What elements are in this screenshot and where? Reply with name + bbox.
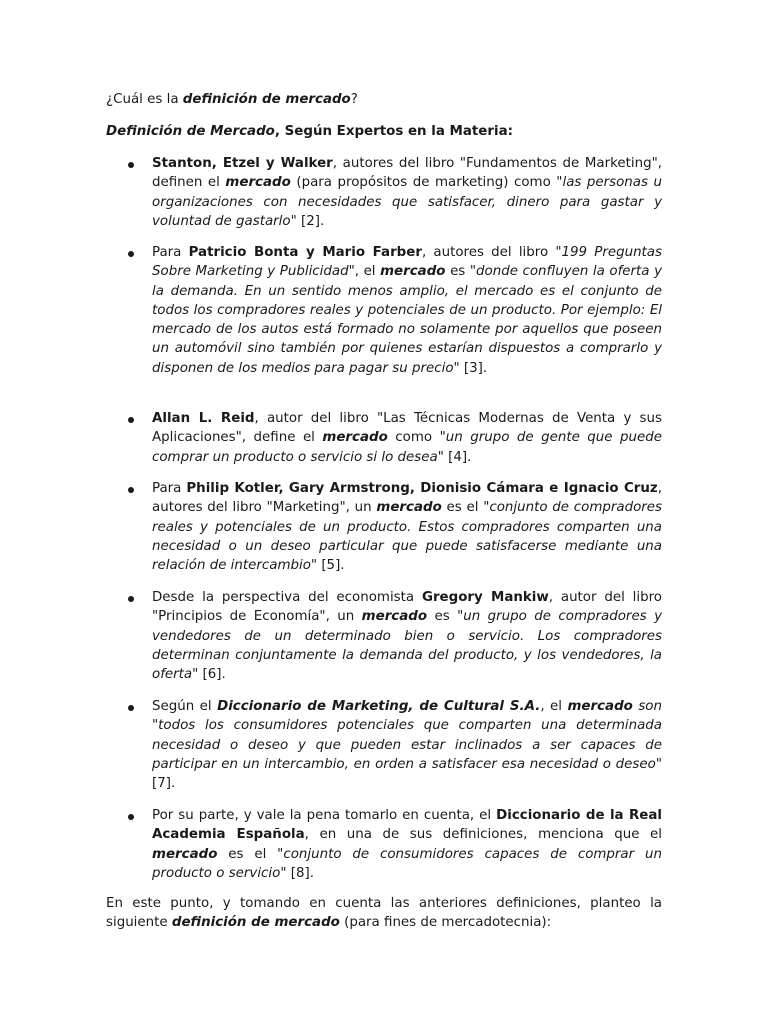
list-item <box>106 479 662 575</box>
term-mercado: mercado <box>376 500 442 516</box>
bullet-icon <box>128 251 134 257</box>
author-names: Allan L. Reid <box>152 411 255 426</box>
source-title: Diccionario de la Real Academia Española <box>152 808 662 843</box>
question-line: ¿Cuál es la definición de mercado? <box>106 92 358 107</box>
bullet-icon <box>128 417 134 423</box>
definition-quote: las personas u organizaciones con necesidades que satisfacer, dinero para gastar y voluntad de gastarlo <box>152 175 662 229</box>
term-mercado: mercado <box>380 264 446 280</box>
list-item <box>106 243 662 378</box>
list-item <box>106 588 662 684</box>
bullet-icon <box>128 487 134 493</box>
author-names: Patricio Bonta y Mario Farber <box>188 245 422 260</box>
question-emphasis: definición de mercado <box>182 92 351 107</box>
source-title: Diccionario de Marketing, de Cultural S.A. <box>217 699 541 714</box>
definition-quote: donde confluyen la oferta y la demanda. En un sentido menos amplio, el mercado es el conjunto de todos los compradores reales y potenciales de un producto. Por ejemplo: El mercado de los autos está formado no solamente por aquellos que poseen un automóvil sino también por quienes estarían dispuestos a comprarlo y disponen de los medios para pagar su precio <box>152 264 662 376</box>
term-mercado: mercado <box>567 699 633 714</box>
item-text: Allan L. Reid, autor del libro "Las Técnicas Modernas de Venta y sus Aplicaciones", define el mercado como "un grupo de gente que puede comprar un producto o servicio si lo desea" [4]. <box>152 411 662 465</box>
section-heading: Definición de Mercado, Según Expertos en la Materia: <box>106 124 513 139</box>
term-mercado: mercado <box>361 609 428 625</box>
item-text: Según el Diccionario de Marketing, de Cultural S.A., el mercado son "todos los consumidores potenciales que comparten una determinada necesidad o deseo y que pueden estar inclinados a ser capaces de participar en un intercambio, en orden a satisfacer esa necesidad o deseo" [7]. <box>152 699 662 792</box>
closing-paragraph: En este punto, y tomando en cuenta las anteriores definiciones, planteo la siguiente definición de mercado (para fines de mercadotecnia): <box>106 896 662 931</box>
book-title: 199 Preguntas Sobre Marketing y Publicidad <box>152 245 662 280</box>
definition-quote: un grupo de gente que puede comprar un producto o servicio si lo desea <box>152 430 662 465</box>
item-text: Por su parte, y vale la pena tomarlo en cuenta, el Diccionario de la Real Academia Española, en una de sus definiciones, menciona que el mercado es el "conjunto de consumidores capaces de comprar un producto o servicio" [8]. <box>152 808 662 881</box>
reference: " [7]. <box>152 756 662 792</box>
list-item <box>106 154 662 231</box>
item-text: Stanton, Etzel y Walker, autores del libro "Fundamentos de Marketing", definen el mercado (para propósitos de marketing) como "las personas u organizaciones con necesidades que satisfacer, dinero para gastar y voluntad de gastarlo" [2]. <box>152 156 662 229</box>
bullet-icon <box>128 814 134 820</box>
reference: " [3]. <box>453 360 488 376</box>
reference: " [8]. <box>280 865 314 881</box>
bullet-icon <box>128 162 134 168</box>
bullet-icon <box>128 705 134 711</box>
reference: " [4]. <box>437 449 472 465</box>
author-names: Philip Kotler, Gary Armstrong, Dionisio Cámara e Ignacio Cruz <box>186 481 658 496</box>
item-text: Desde la perspectiva del economista Gregory Mankiw, autor del libro "Principios de Economía", un mercado es "un grupo de compradores y vendedores de un determinado bien o servicio. Los compradores determinan conjuntamente la demanda del producto, y los vendedores, la oferta" [6]. <box>152 590 662 683</box>
definition-quote: un grupo de compradores y vendedores de un determinado bien o servicio. Los compradores determinan conjuntamente la demanda del producto, y los vendedores, la oferta <box>152 609 662 683</box>
term-mercado: mercado <box>322 430 388 446</box>
definition-quote: conjunto de compradores reales y potenciales de un producto. Estos compradores comparten una necesidad o un deseo particular que puede satisfacerse mediante una relación de intercambio <box>152 500 663 574</box>
heading-emphasis: Definición de Mercado <box>106 124 275 139</box>
reference: " [6]. <box>192 667 226 683</box>
reference: " [2]. <box>290 213 325 229</box>
author-names: Gregory Mankiw <box>421 590 549 605</box>
list-item <box>106 806 662 883</box>
item-text: Para Philip Kotler, Gary Armstrong, Dionisio Cámara e Ignacio Cruz, autores del libro "Marketing", un mercado es el "conjunto de compradores reales y potenciales de un producto. Estos compradores comparten una necesidad o un deseo particular que puede satisfacerse mediante una relación de intercambio" [5]. <box>152 481 663 574</box>
closing-emphasis: definición de mercado <box>171 915 340 931</box>
term-mercado: mercado <box>152 846 218 862</box>
list-item <box>106 697 662 793</box>
bullet-icon <box>128 596 134 602</box>
term-mercado: mercado <box>225 175 291 191</box>
definition-quote: conjunto de consumidores capaces de comprar un producto o servicio <box>152 846 662 881</box>
list-item <box>106 409 662 467</box>
reference: " [5]. <box>310 558 345 574</box>
author-names: Stanton, Etzel y Walker <box>152 156 333 171</box>
item-text: Para Patricio Bonta y Mario Farber, autores del libro "199 Preguntas Sobre Marketing y Publicidad", el mercado es "donde confluyen la oferta y la demanda. En un sentido menos amplio, el mercado es el conjunto de todos los compradores reales y potenciales de un producto. Por ejemplo: El mercado de los autos está formado no solamente por aquellos que poseen un automóvil sino también por quienes estarían dispuestos a comprarlo y disponen de los medios para pagar su precio" [3]. <box>152 245 662 376</box>
definition-quote: todos los consumidores potenciales que comparten una determinada necesidad o deseo y que pueden estar inclinados a ser capaces de participar en un intercambio, en orden a satisfacer esa necesidad o deseo <box>152 718 662 772</box>
